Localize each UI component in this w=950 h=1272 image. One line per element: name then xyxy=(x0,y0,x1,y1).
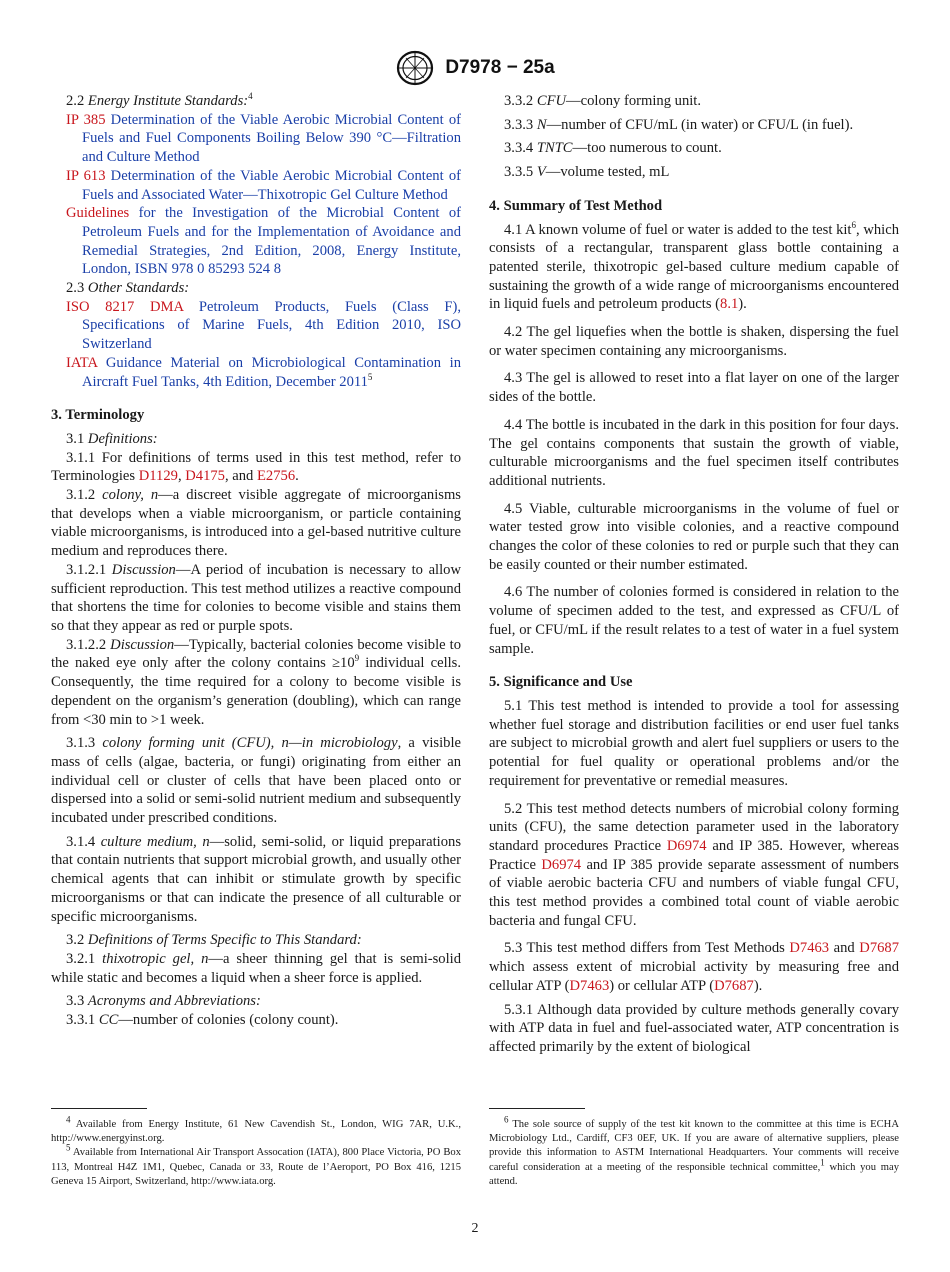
document-code: D7978 − 25a xyxy=(445,57,555,78)
footnotes-left xyxy=(51,1114,461,1189)
link-d6974-second[interactable]: D6974 xyxy=(541,856,582,873)
paragraph-5-3-1: 5.3.1 Although data provided by culture methods generally covary with ATP data in fuel and fuel-associated water, ATP concentration is affected primarily by the extent of biological xyxy=(489,1001,899,1055)
paragraph-3-1-3: 3.1.3 colony forming unit (CFU), n—in microbiology, a visible mass of cells (algae, bacteria, or fungi) originating from either an individual cell or cluster of cells that have been placed onto or dispersed into a solid or semi-solid nutrient medium and subsequently incubated under prescribed conditions. xyxy=(51,735,461,827)
paragraph-4-2: 4.2 The gel liquefies when the bottle is shaken, dispersing the fuel or water specimen containing any microorganisms. xyxy=(489,324,899,359)
section-3-1-heading: 3.1 Definitions: xyxy=(66,430,158,447)
paragraph-4-4: 4.4 The bottle is incubated in the dark in this position for four days. The gel contains components that sustain the growth of viable, culturable microorganisms and the fuel specimen itself contributes additional nutrients. xyxy=(489,416,899,489)
section-3-heading: 3. Terminology xyxy=(51,407,145,424)
link-e2756[interactable]: E2756 xyxy=(257,468,296,485)
paragraph-3-3-1: 3.3.1 CC—number of colonies (colony count). xyxy=(66,1012,339,1029)
section-3-2-heading: 3.2 Definitions of Terms Specific to This Standard: xyxy=(66,932,362,949)
link-d6974[interactable]: D6974 xyxy=(666,837,707,854)
link-d7463[interactable]: D7463 xyxy=(789,940,830,957)
astm-logo-icon xyxy=(395,50,435,86)
footnote-4: $^4$ Available from Energy Institute, 61 New Cavendish St., London, WIG 7AR, U.K., http://www.energyinst.org. xyxy=(51,1114,461,1145)
page-header xyxy=(0,50,950,86)
paragraph-3-1-2: 3.1.2 colony, n—a discreet visible aggregate of microorganisms that develops when a viable microorganism, or particle containing viable microorganisms, is introduced into a gel-based nutritive culture medium and reproduces there. xyxy=(51,487,461,560)
section-2-3-heading: 2.3 Other Standards: xyxy=(66,280,190,297)
section-2-2-heading: 2.2 Energy Institute Standards:$^4$ xyxy=(66,91,253,109)
section-5-heading: 5. Significance and Use xyxy=(489,674,633,691)
link-d1129[interactable]: D1129 xyxy=(138,468,178,485)
footnote-6: $^6$ The sole source of supply of the test kit known to the committee at this time is ECHA Microbiology Ltd., Cardiff, CF3 0EF, UK. If you are aware of alternative suppliers, please provide this information to ASTM International Headquarters. Your comments will receive careful consideration at a meeting of the responsible technical committee,$^1$ which you may attend. xyxy=(489,1114,899,1187)
page-number: 2 xyxy=(471,1221,479,1236)
right-column xyxy=(489,92,899,1057)
section-4-heading: 4. Summary of Test Method xyxy=(489,197,663,214)
link-d7463-second[interactable]: D7463 xyxy=(569,977,610,994)
link-d4175[interactable]: D4175 xyxy=(185,468,225,485)
paragraph-3-2-1: 3.2.1 thixotropic gel, n—a sheer thinning gel that is semi-solid while static and becomes a liquid when a sheer force is applied. xyxy=(51,950,461,986)
paragraph-5-1: 5.1 This test method is intended to provide a tool for assessing whether fuel storage and distribution facilities or end user fuel tanks are subject to microbial growth and alert fuel suppliers or users to the potential for fuel quality or operational problems and/or the requirement for preventative or remedial measures. xyxy=(489,697,899,789)
reference-guidelines[interactable]: Guidelines for the Investigation of the Microbial Content of Petroleum Fuels and for the Implementation of Avoidance and Remedial Strategies, 2nd Edition, 2008, Energy Institute, London, ISBN 978 0 85293 524 8 xyxy=(66,205,461,278)
paragraph-3-3-2: 3.3.2 CFU—colony forming unit. xyxy=(504,93,702,109)
paragraph-3-1-1: 3.1.1 For definitions of terms used in this test method, refer to Terminologies D1129, D4175, and E2756. xyxy=(51,449,461,485)
paragraph-5-3: 5.3 This test method differs from Test Methods D7463 and D7687 which assess extent of microbial activity by measuring free and cellular ATP (D7463) or cellular ATP (D7687). xyxy=(489,940,900,994)
reference-ip613[interactable]: IP 613 Determination of the Viable Aerobic Microbial Content of Fuels and Associated Water—Thixotropic Gel Culture Method xyxy=(66,167,461,203)
paragraph-4-6: 4.6 The number of colonies formed is considered in relation to the volume of specimen added to the test, and expressed as CFU/L of fuel, or CFU/mL if the result relates to a test of water in a fuel system sample. xyxy=(489,584,899,657)
reference-iso8217[interactable]: ISO 8217 DMA Petroleum Products, Fuels (Class F), Specifications of Marine Fuels, 4th Edition 2010, ISO Switzerland xyxy=(66,298,461,353)
link-d7687[interactable]: D7687 xyxy=(859,940,900,957)
reference-ip385[interactable]: IP 385 Determination of the Viable Aerobic Microbial Content of Fuels and Fuel Components Boiling Below 390 °C—Filtration and Culture Method xyxy=(66,111,461,166)
section-3-3-heading: 3.3 Acronyms and Abbreviations: xyxy=(66,993,261,1010)
paragraph-3-3-3: 3.3.3 N—number of CFU/mL (in water) or CFU/L (in fuel). xyxy=(504,116,854,133)
reference-iata[interactable]: IATA Guidance Material on Microbiological Contamination in Aircraft Fuel Tanks, 4th Edition, December 2011$^5$ xyxy=(66,354,461,390)
left-column xyxy=(51,92,461,1030)
paragraph-4-1: 4.1 A known volume of fuel or water is added to the test kit$^6$, which consists of a rectangular, transparent glass bottle containing a patented sterile, thixotropic gel-based culture medium capable of sustaining the growth of a wide range of microorganisms encountered in liquid fuels and petroleum products (8.1). xyxy=(489,219,899,313)
paragraph-3-1-4: 3.1.4 culture medium, n—solid, semi-solid, or liquid preparations that contain nutrients that support microbial growth, and usually other chemical agents that can inhibit or stimulate growth by specific microorganisms or that can indicate the presence of all culturable or specific microorganisms. xyxy=(51,833,462,925)
paragraph-3-3-5: 3.3.5 V—volume tested, mL xyxy=(504,164,670,181)
footnote-5: $^5$ Available from International Air Transport Assocation (IATA), 800 Place Victoria, PO Box 113, Montreal H4Z 1M1, Quebec, Canada or 33, Route de l’Aeroport, PO Box 416, 1215 Geneva 15 Airport, Switzerland, http://www.iata.org. xyxy=(51,1142,461,1187)
paragraph-4-3: 4.3 The gel is allowed to reset into a flat layer on one of the larger sides of the bottle. xyxy=(489,370,899,406)
footnote-rule-right xyxy=(489,1108,585,1109)
footnote-rule-left xyxy=(51,1108,147,1109)
paragraph-3-1-2-1: 3.1.2.1 Discussion—A period of incubation is necessary to allow sufficient reproduction. This test method utilizes a reactive compound that shortens the time for colonies to become visible and stains them so that they appear as red or purple spots. xyxy=(51,561,461,634)
link-d7687-second[interactable]: D7687 xyxy=(714,977,754,994)
paragraph-5-2: 5.2 This test method detects numbers of microbial colony forming units (CFU), the same detection parameter used in the laboratory standard procedures Practice D6974 and IP 385. However, whereas Practice D6974 and IP 385 provide separate assessment of numbers of viable aerobic bacteria CFU and numbers of viable fungal CFU, this test method provides a combined total count of viable aerobic bacteria and fungal CFU. xyxy=(489,800,900,929)
link-8-1[interactable]: 8.1 xyxy=(720,296,739,313)
footnotes-right xyxy=(489,1114,899,1189)
paragraph-4-5: 4.5 Viable, culturable microorganisms in the volume of fuel or water tested grow into visible colonies, and a reactive compound changes the color of these colonies to red or purple such that they can be easily counted or their number estimated. xyxy=(489,500,899,573)
paragraph-3-1-2-2: 3.1.2.2 Discussion—Typically, bacterial colonies become visible to the naked eye only after the colony contains $\ge 10^9$ individual cells. Consequently, the time required for a colony to become visible is dependent on the organism’s generation (doubling), which can range from <30 min to >1 week. xyxy=(51,636,462,728)
paragraph-3-3-4: 3.3.4 TNTC—too numerous to count. xyxy=(504,140,722,157)
